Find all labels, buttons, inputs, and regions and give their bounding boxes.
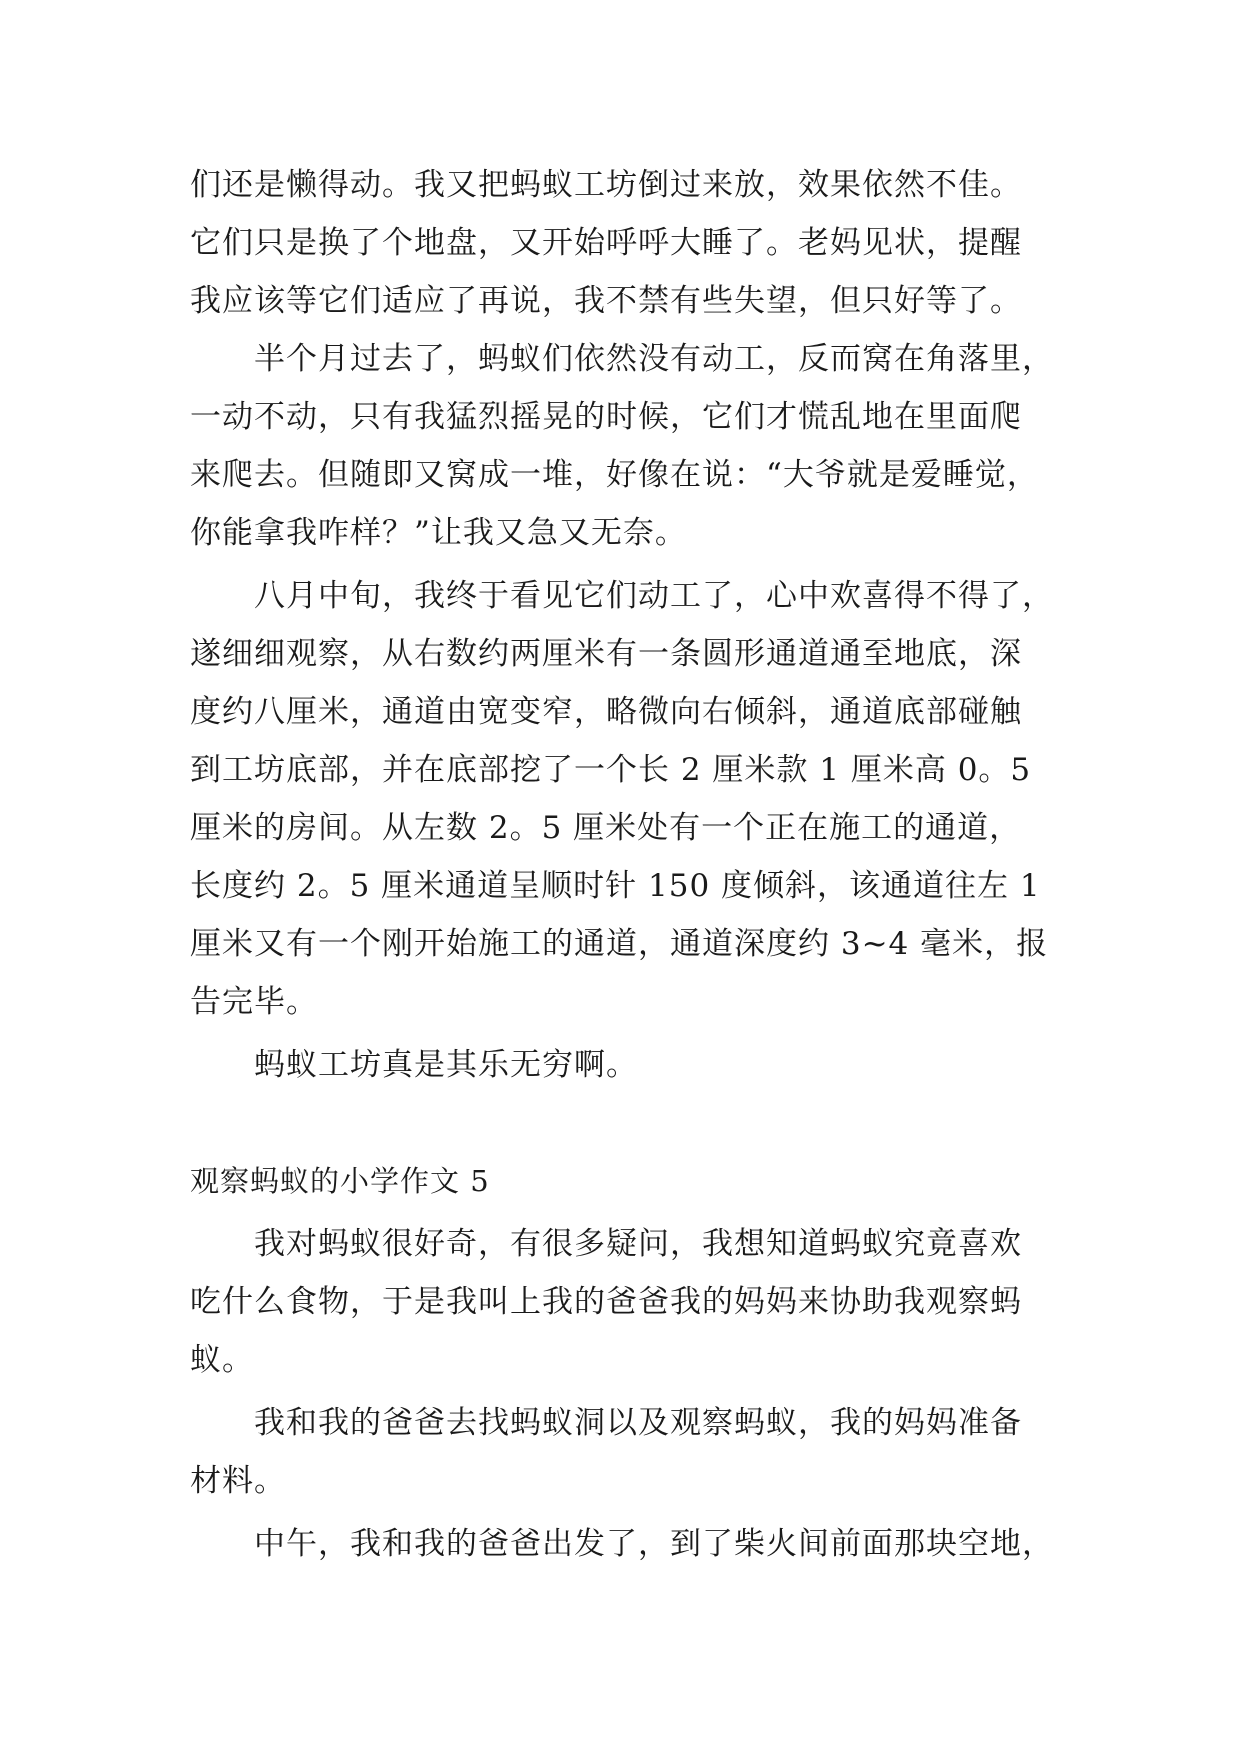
text-line: 长度约 2。5 厘米通道呈顺时针 150 度倾斜，该通道往左 1 [190, 868, 1041, 904]
text-line: 厘米的房间。从左数 2。5 厘米处有一个正在施工的通道， [190, 810, 1022, 846]
paragraph-august [190, 567, 1070, 1031]
text-line: 吃什么食物，于是我叫上我的爸爸我的妈妈来协助我观察蚂 [190, 1284, 1022, 1320]
text-line: 半个月过去了，蚂蚁们依然没有动工，反而窝在角落里， [254, 341, 1054, 377]
paragraph-half-month [190, 330, 1070, 562]
text-line: 来爬去。但随即又窝成一堆，好像在说：“大爷就是爱睡觉， [190, 457, 1039, 493]
paragraph-noon [190, 1515, 1070, 1573]
document-body [190, 156, 1070, 1573]
text-line: 我应该等它们适应了再说，我不禁有些失望，但只好等了。 [190, 283, 1022, 319]
text-line: 厘米又有一个刚开始施工的通道，通道深度约 3~4 毫米，报 [190, 926, 1049, 962]
text-line: 们还是懒得动。我又把蚂蚁工坊倒过来放，效果依然不佳。 [190, 167, 1022, 203]
text-line: 度约八厘米，通道由宽变窄，略微向右倾斜，通道底部碰触 [190, 694, 1022, 730]
section-heading: 观察蚂蚁的小学作文 5 [190, 1164, 490, 1198]
text-line: 到工坊底部，并在底部挖了一个长 2 厘米款 1 厘米高 0。5 [190, 752, 1032, 788]
text-line: 材料。 [190, 1463, 286, 1499]
text-line: 告完毕。 [190, 984, 318, 1020]
text-line: 你能拿我咋样？”让我又急又无奈。 [190, 515, 687, 551]
paragraph-find-nest [190, 1394, 1070, 1510]
text-line: 蚁。 [190, 1342, 254, 1378]
text-line: 我和我的爸爸去找蚂蚁洞以及观察蚂蚁，我的妈妈准备 [254, 1405, 1022, 1441]
text-line: 一动不动，只有我猛烈摇晃的时候，它们才慌乱地在里面爬 [190, 399, 1022, 435]
text-line: 蚂蚁工坊真是其乐无穷啊。 [254, 1047, 638, 1083]
paragraph-conclusion [190, 1036, 1070, 1094]
text-line: 中午，我和我的爸爸出发了，到了柴火间前面那块空地， [254, 1526, 1054, 1562]
text-line: 我对蚂蚁很好奇，有很多疑问，我想知道蚂蚁究竟喜欢 [254, 1226, 1022, 1262]
paragraph-lazy-ants [190, 156, 1070, 330]
text-line: 八月中旬，我终于看见它们动工了，心中欢喜得不得了， [254, 578, 1054, 614]
text-line: 它们只是换了个地盘，又开始呼呼大睡了。老妈见状，提醒 [190, 225, 1022, 261]
paragraph-curious [190, 1215, 1070, 1389]
text-line: 遂细细观察，从右数约两厘米有一条圆形通道通至地底，深 [190, 636, 1022, 672]
